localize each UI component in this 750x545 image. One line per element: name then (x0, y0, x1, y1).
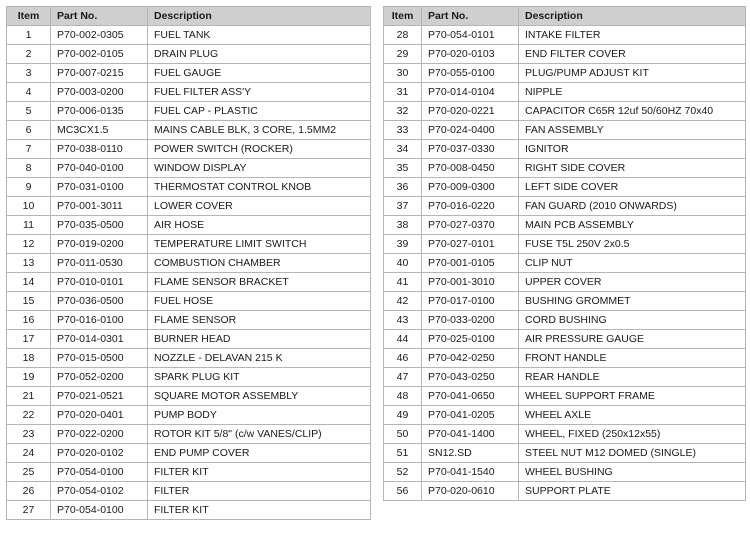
table-row (384, 482, 746, 501)
table-row (384, 292, 746, 311)
description-cell: BUSHING GROMMET (519, 292, 746, 311)
item-cell: 7 (7, 140, 51, 159)
table-row (7, 349, 371, 368)
part-no-cell: P70-014-0301 (51, 330, 148, 349)
parts-table-right-body (384, 26, 746, 501)
item-cell: 17 (7, 330, 51, 349)
item-cell: 5 (7, 102, 51, 121)
description-cell: WINDOW DISPLAY (148, 159, 371, 178)
part-no-cell: P70-054-0100 (51, 501, 148, 520)
part-no-cell: P70-031-0100 (51, 178, 148, 197)
part-no-cell: P70-041-1400 (422, 425, 519, 444)
description-cell: SQUARE MOTOR ASSEMBLY (148, 387, 371, 406)
item-cell: 40 (384, 254, 422, 273)
description-cell: SPARK PLUG KIT (148, 368, 371, 387)
header-part-no: Part No. (51, 7, 148, 26)
description-cell: FUEL FILTER ASS'Y (148, 83, 371, 102)
item-cell: 41 (384, 273, 422, 292)
part-no-cell: P70-042-0250 (422, 349, 519, 368)
item-cell: 6 (7, 121, 51, 140)
item-cell: 50 (384, 425, 422, 444)
part-no-cell: P70-025-0100 (422, 330, 519, 349)
table-row (7, 64, 371, 83)
table-row (384, 254, 746, 273)
item-cell: 16 (7, 311, 51, 330)
description-cell: UPPER COVER (519, 273, 746, 292)
table-row (7, 45, 371, 64)
table-row (7, 83, 371, 102)
part-no-cell: P70-041-1540 (422, 463, 519, 482)
description-cell: FUEL CAP - PLASTIC (148, 102, 371, 121)
part-no-cell: P70-054-0101 (422, 26, 519, 45)
description-cell: LEFT SIDE COVER (519, 178, 746, 197)
header-description: Description (148, 7, 371, 26)
part-no-cell: P70-055-0100 (422, 64, 519, 83)
part-no-cell: P70-010-0101 (51, 273, 148, 292)
item-cell: 27 (7, 501, 51, 520)
item-cell: 47 (384, 368, 422, 387)
description-cell: END PUMP COVER (148, 444, 371, 463)
description-cell: MAINS CABLE BLK, 3 CORE, 1.5MM2 (148, 121, 371, 140)
part-no-cell: P70-041-0650 (422, 387, 519, 406)
part-no-cell: P70-020-0610 (422, 482, 519, 501)
table-row (384, 444, 746, 463)
table-row (384, 159, 746, 178)
part-no-cell: P70-015-0500 (51, 349, 148, 368)
item-cell: 26 (7, 482, 51, 501)
part-no-cell: P70-021-0521 (51, 387, 148, 406)
description-cell: END FILTER COVER (519, 45, 746, 64)
item-cell: 30 (384, 64, 422, 83)
table-row (7, 482, 371, 501)
table-row (384, 26, 746, 45)
part-no-cell: P70-027-0370 (422, 216, 519, 235)
item-cell: 15 (7, 292, 51, 311)
part-no-cell: P70-043-0250 (422, 368, 519, 387)
item-cell: 43 (384, 311, 422, 330)
part-no-cell: P70-035-0500 (51, 216, 148, 235)
description-cell: INTAKE FILTER (519, 26, 746, 45)
item-cell: 37 (384, 197, 422, 216)
description-cell: NOZZLE - DELAVAN 215 K (148, 349, 371, 368)
table-row (384, 330, 746, 349)
part-no-cell: P70-002-0305 (51, 26, 148, 45)
item-cell: 32 (384, 102, 422, 121)
part-no-cell: P70-001-3011 (51, 197, 148, 216)
part-no-cell: P70-020-0401 (51, 406, 148, 425)
table-row (384, 406, 746, 425)
item-cell: 12 (7, 235, 51, 254)
part-no-cell: P70-009-0300 (422, 178, 519, 197)
table-row (7, 159, 371, 178)
table-row (7, 425, 371, 444)
table-row (7, 406, 371, 425)
table-row (7, 121, 371, 140)
table-row (384, 121, 746, 140)
item-cell: 39 (384, 235, 422, 254)
table-row (384, 178, 746, 197)
item-cell: 19 (7, 368, 51, 387)
table-row (384, 349, 746, 368)
table-row (384, 311, 746, 330)
description-cell: LOWER COVER (148, 197, 371, 216)
table-row (7, 197, 371, 216)
part-no-cell: P70-001-0105 (422, 254, 519, 273)
table-row (384, 463, 746, 482)
table-row (7, 368, 371, 387)
description-cell: AIR HOSE (148, 216, 371, 235)
item-cell: 46 (384, 349, 422, 368)
header-description: Description (519, 7, 746, 26)
part-no-cell: P70-014-0104 (422, 83, 519, 102)
header-row (384, 7, 746, 26)
description-cell: BURNER HEAD (148, 330, 371, 349)
item-cell: 3 (7, 64, 51, 83)
description-cell: FILTER KIT (148, 463, 371, 482)
part-no-cell: P70-040-0100 (51, 159, 148, 178)
part-no-cell: P70-020-0102 (51, 444, 148, 463)
description-cell: PUMP BODY (148, 406, 371, 425)
description-cell: WHEEL AXLE (519, 406, 746, 425)
header-part-no: Part No. (422, 7, 519, 26)
table-row (7, 216, 371, 235)
item-cell: 35 (384, 159, 422, 178)
part-no-cell: P70-003-0200 (51, 83, 148, 102)
description-cell: FUSE T5L 250V 2x0.5 (519, 235, 746, 254)
table-row (384, 197, 746, 216)
part-no-cell: P70-038-0110 (51, 140, 148, 159)
part-no-cell: P70-024-0400 (422, 121, 519, 140)
description-cell: WHEEL SUPPORT FRAME (519, 387, 746, 406)
table-row (384, 368, 746, 387)
description-cell: WHEEL, FIXED (250x12x55) (519, 425, 746, 444)
table-row (7, 330, 371, 349)
item-cell: 49 (384, 406, 422, 425)
item-cell: 1 (7, 26, 51, 45)
table-row (7, 26, 371, 45)
item-cell: 8 (7, 159, 51, 178)
item-cell: 25 (7, 463, 51, 482)
description-cell: DRAIN PLUG (148, 45, 371, 64)
item-cell: 28 (384, 26, 422, 45)
item-cell: 14 (7, 273, 51, 292)
table-row (7, 311, 371, 330)
item-cell: 36 (384, 178, 422, 197)
part-no-cell: P70-001-3010 (422, 273, 519, 292)
description-cell: FILTER KIT (148, 501, 371, 520)
item-cell: 42 (384, 292, 422, 311)
item-cell: 22 (7, 406, 51, 425)
header-item: Item (384, 7, 422, 26)
description-cell: FLAME SENSOR (148, 311, 371, 330)
item-cell: 18 (7, 349, 51, 368)
table-row (7, 444, 371, 463)
item-cell: 31 (384, 83, 422, 102)
item-cell: 23 (7, 425, 51, 444)
description-cell: TEMPERATURE LIMIT SWITCH (148, 235, 371, 254)
table-row (384, 425, 746, 444)
table-row (384, 235, 746, 254)
item-cell: 10 (7, 197, 51, 216)
description-cell: FILTER (148, 482, 371, 501)
part-no-cell: P70-016-0220 (422, 197, 519, 216)
description-cell: POWER SWITCH (ROCKER) (148, 140, 371, 159)
description-cell: FAN ASSEMBLY (519, 121, 746, 140)
description-cell: CAPACITOR C65R 12uf 50/60HZ 70x40 (519, 102, 746, 121)
part-no-cell: P70-041-0205 (422, 406, 519, 425)
table-row (7, 463, 371, 482)
table-row (384, 102, 746, 121)
item-cell: 56 (384, 482, 422, 501)
header-item: Item (7, 7, 51, 26)
parts-table-left-body (7, 26, 371, 520)
item-cell: 48 (384, 387, 422, 406)
part-no-cell: P70-008-0450 (422, 159, 519, 178)
item-cell: 9 (7, 178, 51, 197)
part-no-cell: P70-011-0530 (51, 254, 148, 273)
description-cell: IGNITOR (519, 140, 746, 159)
description-cell: WHEEL BUSHING (519, 463, 746, 482)
item-cell: 4 (7, 83, 51, 102)
description-cell: SUPPORT PLATE (519, 482, 746, 501)
table-row (7, 292, 371, 311)
part-no-cell: P70-017-0100 (422, 292, 519, 311)
table-row (7, 235, 371, 254)
part-no-cell: SN12.SD (422, 444, 519, 463)
description-cell: FRONT HANDLE (519, 349, 746, 368)
item-cell: 29 (384, 45, 422, 64)
table-row (7, 140, 371, 159)
item-cell: 33 (384, 121, 422, 140)
part-no-cell: P70-022-0200 (51, 425, 148, 444)
item-cell: 13 (7, 254, 51, 273)
item-cell: 34 (384, 140, 422, 159)
table-row (7, 273, 371, 292)
part-no-cell: P70-036-0500 (51, 292, 148, 311)
table-row (384, 140, 746, 159)
item-cell: 38 (384, 216, 422, 235)
item-cell: 11 (7, 216, 51, 235)
description-cell: FUEL TANK (148, 26, 371, 45)
table-row (384, 45, 746, 64)
part-no-cell: P70-052-0200 (51, 368, 148, 387)
item-cell: 21 (7, 387, 51, 406)
part-no-cell: P70-054-0100 (51, 463, 148, 482)
description-cell: FUEL HOSE (148, 292, 371, 311)
description-cell: THERMOSTAT CONTROL KNOB (148, 178, 371, 197)
part-no-cell: P70-002-0105 (51, 45, 148, 64)
description-cell: RIGHT SIDE COVER (519, 159, 746, 178)
table-row (384, 64, 746, 83)
table-row (384, 216, 746, 235)
item-cell: 44 (384, 330, 422, 349)
description-cell: AIR PRESSURE GAUGE (519, 330, 746, 349)
table-row (384, 83, 746, 102)
part-no-cell: P70-006-0135 (51, 102, 148, 121)
description-cell: PLUG/PUMP ADJUST KIT (519, 64, 746, 83)
description-cell: COMBUSTION CHAMBER (148, 254, 371, 273)
description-cell: MAIN PCB ASSEMBLY (519, 216, 746, 235)
description-cell: CORD BUSHING (519, 311, 746, 330)
description-cell: FLAME SENSOR BRACKET (148, 273, 371, 292)
item-cell: 51 (384, 444, 422, 463)
part-no-cell: MC3CX1.5 (51, 121, 148, 140)
table-row (7, 102, 371, 121)
part-no-cell: P70-020-0103 (422, 45, 519, 64)
description-cell: CLIP NUT (519, 254, 746, 273)
item-cell: 2 (7, 45, 51, 64)
table-row (7, 387, 371, 406)
parts-table-right (383, 6, 746, 501)
description-cell: REAR HANDLE (519, 368, 746, 387)
table-row (384, 387, 746, 406)
table-row (7, 254, 371, 273)
part-no-cell: P70-007-0215 (51, 64, 148, 83)
table-row (7, 178, 371, 197)
item-cell: 24 (7, 444, 51, 463)
description-cell: STEEL NUT M12 DOMED (SINGLE) (519, 444, 746, 463)
part-no-cell: P70-019-0200 (51, 235, 148, 254)
part-no-cell: P70-033-0200 (422, 311, 519, 330)
part-no-cell: P70-054-0102 (51, 482, 148, 501)
part-no-cell: P70-016-0100 (51, 311, 148, 330)
header-row (7, 7, 371, 26)
item-cell: 52 (384, 463, 422, 482)
part-no-cell: P70-020-0221 (422, 102, 519, 121)
part-no-cell: P70-027-0101 (422, 235, 519, 254)
description-cell: NIPPLE (519, 83, 746, 102)
parts-table-left (6, 6, 371, 520)
description-cell: ROTOR KIT 5/8" (c/w VANES/CLIP) (148, 425, 371, 444)
table-row (384, 273, 746, 292)
description-cell: FUEL GAUGE (148, 64, 371, 83)
table-row (7, 501, 371, 520)
description-cell: FAN GUARD (2010 ONWARDS) (519, 197, 746, 216)
part-no-cell: P70-037-0330 (422, 140, 519, 159)
